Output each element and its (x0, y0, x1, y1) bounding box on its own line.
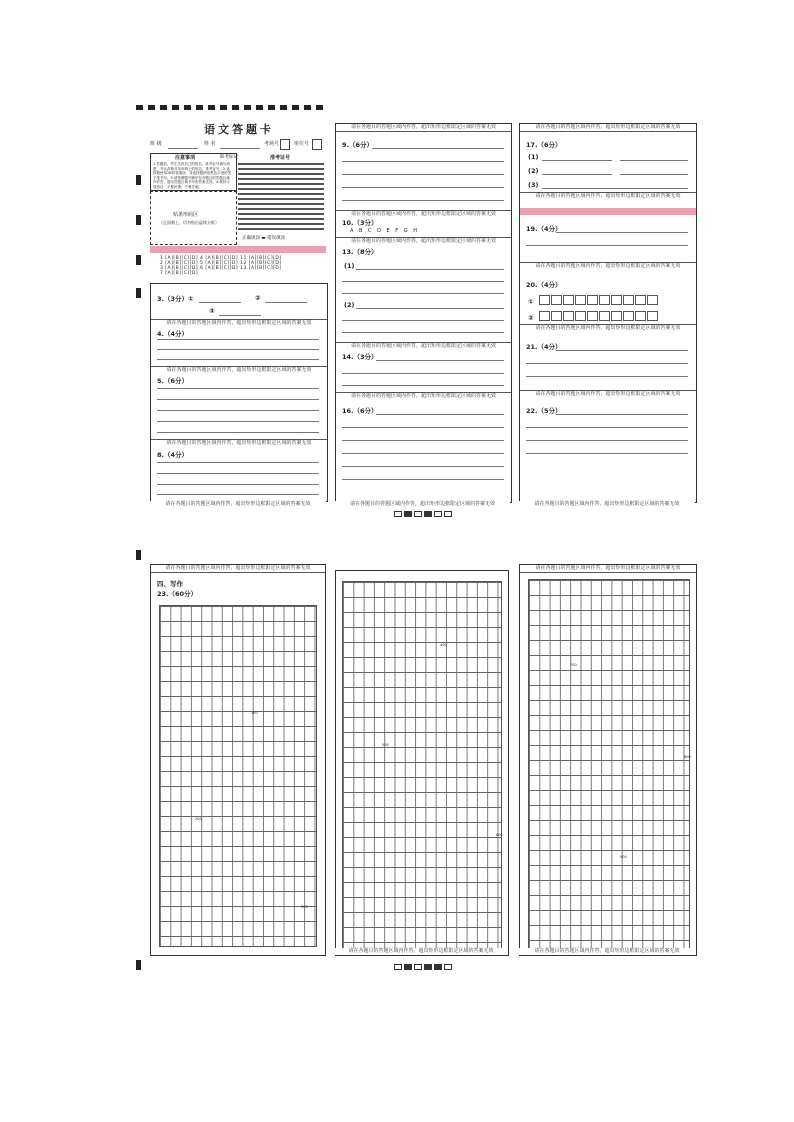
section-divider (520, 208, 696, 215)
composition-grid[interactable] (342, 581, 502, 951)
composition-grid[interactable] (528, 579, 690, 949)
q21-line[interactable] (526, 376, 688, 377)
registration-mark (136, 960, 141, 970)
choice-row[interactable]: 1 [A][B][C][D] 4 [A][B][C][D] 11 [A][B][C][D] (160, 256, 282, 261)
choice-row[interactable]: 2 [A][B][C][D] 5 [A][B][C][D] 12 [A][B][C][D] (160, 261, 282, 266)
q16-line[interactable] (376, 414, 504, 415)
q3-label: 3.（3分）① (157, 295, 194, 303)
boundary-notice: 请在各题目的答题区域内作答，超出矩形边框限定区域的答案无效 (336, 124, 511, 132)
q5-line[interactable] (157, 432, 319, 433)
q5-label: 5.（6分） (157, 377, 189, 385)
q16-label: 16.（6分） (342, 407, 378, 415)
q5-line[interactable] (157, 421, 319, 422)
q14-line[interactable] (376, 360, 504, 361)
q9-line[interactable] (342, 174, 504, 175)
q21-line[interactable] (556, 350, 688, 351)
q4-label: 4.（4分） (157, 330, 189, 338)
boundary-notice: 请在各题目的答题区域内作答，超出矩形边框限定区域的答案无效 (520, 124, 696, 132)
barcode-label: 贴条形码区 (173, 212, 199, 218)
registration-mark (136, 175, 141, 185)
page-marker (394, 964, 454, 970)
class-field[interactable] (168, 148, 198, 149)
writing-box-2 (335, 570, 509, 956)
q16-line[interactable] (342, 479, 504, 480)
registration-mark (136, 215, 141, 225)
q19-line[interactable] (526, 245, 688, 246)
name-field[interactable] (220, 148, 260, 149)
q10-label: 10.（3分） (342, 219, 378, 227)
q16-line[interactable] (342, 440, 504, 441)
card-title: 语文答题卡 (204, 123, 274, 136)
section-divider (150, 246, 326, 253)
q20-label: 20.（4分） (526, 281, 562, 289)
word-count-mark: 400 (440, 643, 447, 647)
word-count-mark: 800 (684, 755, 691, 759)
q10-options[interactable]: A B C D E F G H (350, 228, 419, 234)
word-count-mark: 100 (251, 711, 258, 715)
q17-part-1: (1) (528, 153, 539, 161)
barcode-sub: （正面朝上，切勿贴出虚线方框） (159, 220, 219, 225)
ticket-number-bubbles[interactable] (238, 163, 324, 233)
q3-answer-3[interactable] (219, 315, 261, 316)
q22-line[interactable] (526, 453, 688, 454)
choice-row[interactable]: 3 [A][B][C][D] 6 [A][B][C][D] 13 [A][B][C][D] (160, 266, 282, 271)
choice-row[interactable]: 7 [A][B][C][D] (160, 271, 199, 276)
exam-no-box[interactable] (280, 139, 290, 150)
boundary-notice: 请在各题目的答题区域内作答，超出矩形边框限定区域的答案无效 (151, 439, 327, 447)
cut-line-top (136, 105, 326, 110)
q19-label: 19.（4分） (526, 225, 562, 233)
barcode-area (150, 191, 237, 245)
boundary-notice-footer: 请在各题目的答题区域内作答，超出矩形边框限定区域的答案无效 (335, 948, 507, 955)
q22-label: 22.（5分） (526, 407, 562, 415)
notes-text: 1.答题前，考生先将自己的姓名、准考证号填写清楚，并认真核对条形码上的姓名、准考证号。2.选择题使用2B铅笔填涂，非选择题使用黑色字迹的签字笔书写。3.请按照题号顺序在各题目的答题区域内作答，超出答题区域书写的答案无效。4.保持卡面清洁，不要折叠、不要弄破。 (153, 162, 232, 189)
q4-line[interactable] (157, 349, 319, 350)
boundary-notice: 请在各题目的答题区域内作答，超出矩形边框限定区域的答案无效 (520, 192, 696, 200)
boundary-notice: 请在各题目的答题区域内作答，超出矩形边框限定区域的答案无效 (520, 324, 696, 332)
q20-boxes-2[interactable] (528, 305, 659, 324)
name-label: 姓 名 (204, 141, 216, 147)
q3-label-b: ② (255, 294, 261, 302)
boundary-notice: 请在各题目的答题区域内作答，超出矩形边框限定区域的答案无效 (520, 390, 696, 398)
writing-box-1 (150, 564, 326, 956)
seat-no-box[interactable] (312, 139, 322, 150)
q5-line[interactable] (157, 399, 319, 400)
q14-line[interactable] (342, 373, 504, 374)
q9-line[interactable] (372, 148, 504, 149)
q20-part-2: ② (528, 314, 534, 322)
q20-part-1: ① (528, 298, 534, 306)
word-count-mark: 200 (195, 817, 202, 821)
q13-line[interactable] (342, 320, 504, 321)
q9-line[interactable] (342, 200, 504, 201)
q17-line[interactable] (542, 174, 612, 175)
q13-line[interactable] (356, 269, 504, 270)
q17-line[interactable] (542, 160, 612, 161)
word-count-mark: 500 (382, 743, 389, 747)
q17-line[interactable] (620, 160, 688, 161)
q13-label: 13.（8分） (342, 248, 378, 256)
q14-label: 14.（3分） (342, 353, 378, 361)
section-writing-label: 四、写作 (157, 580, 183, 588)
q23-label: 23.（60分） (157, 590, 198, 598)
q21-line[interactable] (526, 363, 688, 364)
q17-part-2: (2) (528, 167, 539, 175)
page-marker (394, 511, 454, 517)
q13-line[interactable] (356, 308, 504, 309)
q8-label: 8.（4分） (157, 451, 189, 459)
word-count-mark: 300 (301, 905, 308, 909)
boundary-notice: 请在各题目的答题区域内作答，超出矩形边框限定区域的答案无效 (520, 565, 696, 573)
q13-line[interactable] (342, 281, 504, 282)
q5-line[interactable] (157, 388, 319, 389)
q3-answer-1[interactable] (199, 302, 241, 303)
q9-line[interactable] (342, 187, 504, 188)
word-count-mark: 900 (620, 855, 627, 859)
q8-line[interactable] (157, 484, 319, 485)
answer-sheet-page-1 (130, 103, 706, 521)
word-count-mark: 700 (570, 663, 577, 667)
boundary-notice: 请在各题目的答题区域内作答，超出矩形边框限定区域的答案无效 (520, 262, 696, 270)
seat-no-label: 座位号 (294, 141, 310, 147)
boundary-notice: 请在各题目的答题区域内作答，超出矩形边框限定区域的答案无效 (336, 342, 511, 350)
boundary-notice-footer: 请在各题目的答题区域内作答，超出矩形边框限定区域的答案无效 (519, 948, 695, 955)
q19-line[interactable] (556, 232, 688, 233)
q16-line[interactable] (342, 427, 504, 428)
boundary-notice: 请在各题目的答题区域内作答，超出矩形边框限定区域的答案无效 (151, 319, 327, 327)
q13-line[interactable] (342, 293, 504, 294)
q17-line[interactable] (542, 188, 688, 189)
q17-label: 17.（6分） (526, 141, 562, 149)
q13-part-1: (1) (344, 262, 355, 270)
class-label: 班 级 (150, 141, 162, 147)
q22-line[interactable] (526, 427, 688, 428)
boundary-notice: 请在各题目的答题区域内作答，超出矩形边框限定区域的答案无效 (336, 392, 511, 400)
q4-line[interactable] (157, 359, 319, 360)
boundary-notice-footer: 请在各题目的答题区域内作答，超出矩形边框限定区域的答案无效 (519, 501, 695, 508)
boundary-notice-footer: 请在各题目的答题区域内作答，超出矩形边框限定区域的答案无效 (335, 501, 510, 508)
fill-example: 正确填涂 ▬ 错误填涂 (242, 236, 286, 241)
q3-label-c: ③ (209, 307, 215, 315)
writing-box-3 (519, 564, 697, 956)
q22-line[interactable] (526, 440, 688, 441)
q9-label: 9.（6分） (342, 141, 374, 149)
q8-line[interactable] (157, 473, 319, 474)
exam-no-label: 考场号 (264, 141, 280, 147)
q3-answer-2[interactable] (265, 302, 307, 303)
q17-part-3: (3) (528, 181, 539, 189)
boundary-notice: 请在各题目的答题区域内作答，超出矩形边框限定区域的答案无效 (151, 565, 325, 573)
registration-mark (136, 288, 141, 298)
registration-mark (136, 550, 141, 560)
q16-line[interactable] (342, 453, 504, 454)
q22-line[interactable] (556, 414, 688, 415)
q13-line[interactable] (342, 332, 504, 333)
q4-line[interactable] (157, 339, 319, 340)
q17-line[interactable] (620, 174, 688, 175)
q21-label: 21.（4分） (526, 343, 562, 351)
word-count-mark: 600 (496, 833, 503, 837)
ticket-number-label: 准考证号 (270, 155, 291, 161)
boundary-notice: 请在各题目的答题区域内作答，超出矩形边框限定区域的答案无效 (151, 366, 327, 374)
q9-line[interactable] (342, 161, 504, 162)
q8-line[interactable] (157, 462, 319, 463)
answer-box-middle (335, 123, 512, 503)
q8-line[interactable] (157, 494, 319, 495)
boundary-notice-footer: 请在各题目的答题区域内作答，超出矩形边框限定区域的答案无效 (150, 501, 326, 508)
q16-line[interactable] (342, 466, 504, 467)
answer-box-right (519, 123, 697, 503)
composition-grid[interactable] (159, 605, 317, 947)
boundary-notice: 请在各题目的答题区域内作答，超出矩形边框限定区域的答案无效 (336, 237, 511, 245)
absent-label: 缺考标记 (220, 155, 238, 160)
notes-title: 注意事项 (175, 155, 196, 161)
q14-line[interactable] (342, 385, 504, 386)
boundary-notice: 请在各题目的答题区域内作答，超出矩形边框限定区域的答案无效 (336, 210, 511, 218)
q5-line[interactable] (157, 410, 319, 411)
choice-area[interactable] (160, 256, 282, 276)
registration-mark (136, 255, 141, 265)
answer-box-left (150, 283, 328, 502)
q13-part-2: (2) (344, 301, 355, 309)
answer-sheet-page-2 (130, 548, 706, 980)
